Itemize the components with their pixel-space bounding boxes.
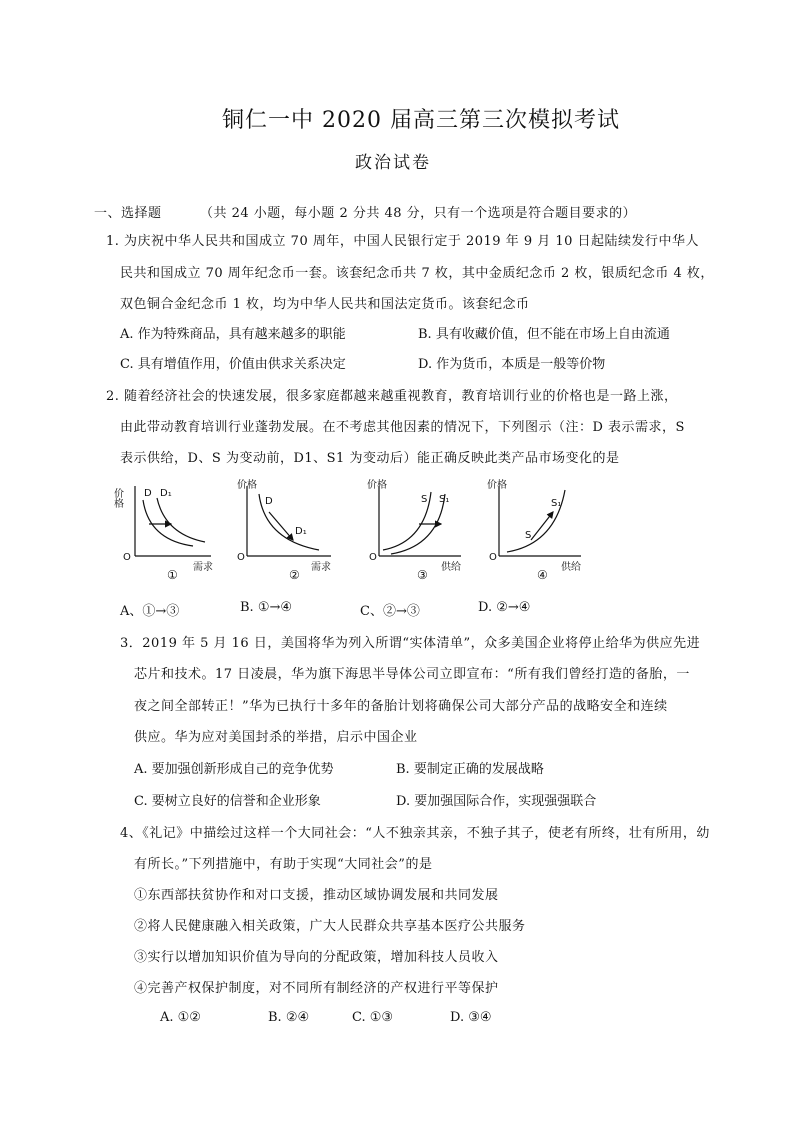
q2-option-b[interactable]: B. ①→④ [240, 600, 293, 615]
q4-item-2: ②将人民健康融入相关政策，广大人民群众共享基本医疗公共服务 [134, 919, 526, 934]
graph-3-x-label: 供给 [441, 562, 461, 573]
q3-option-b[interactable]: B. 要制定正确的发展战略 [396, 762, 544, 777]
q3-line-2: 芯片和技术。17 日凌晨，华为旗下海思半导体公司立即宣布：“所有我们曾经打造的备胎，一 [134, 667, 690, 682]
q2-line-3: 表示供给，D、S 为变动前，D1、S1 为变动后）能正确反映此类产品市场变化的是 [120, 451, 620, 466]
q4-item-1: ①东西部扶贫协作和对口支援，推动区域协调发展和共同发展 [134, 888, 499, 903]
q4-option-c[interactable]: C. ①③ [352, 1010, 394, 1025]
graph-1-curve-d1: D₁ [160, 488, 172, 499]
q4-line-1: 4、《礼记》中描绘过这样一个大同社会：“人不独亲其亲，不独子其子，使老有所终，壮有所用，幼 [120, 826, 710, 841]
graph-2-x-label: 需求 [311, 562, 331, 573]
graph-4-number: ④ [537, 568, 548, 582]
graph-3-curve-s: S [421, 494, 428, 505]
q1-option-b[interactable]: B. 具有收藏价值，但不能在市场上自由流通 [418, 327, 670, 342]
q4-item-4: ④完善产权保护制度，对不同所有制经济的产权进行平等保护 [134, 981, 499, 996]
graph-1-curve-d: D [144, 488, 152, 499]
q2-line-2: 由此带动教育培训行业蓬勃发展。在不考虑其他因素的情况下，下列图示（注：D 表示需求，S [120, 420, 685, 435]
graph-2-origin: O [237, 552, 245, 563]
q1-option-a[interactable]: A. 作为特殊商品，具有越来越多的职能 [120, 327, 346, 342]
page-title: 铜仁一中 2020 届高三第三次模拟考试 [222, 108, 620, 133]
q3-option-c[interactable]: C. 要树立良好的信誉和企业形象 [134, 794, 321, 809]
graph-3-y-label: 价格 [367, 480, 387, 491]
graph-2-curve-d1: D₁ [295, 526, 307, 537]
q3-option-d[interactable]: D. 要加强国际合作，实现强强联合 [396, 794, 597, 809]
q3-line-1: 3．2019 年 5 月 16 日，美国将华为列入所谓“实体清单”，众多美国企业将停止给华为供应先进 [120, 636, 701, 651]
q4-option-d[interactable]: D. ③④ [450, 1010, 492, 1025]
graph-4-curve-s1: S₁ [551, 498, 562, 509]
graph-3 [365, 478, 465, 583]
section-label: 一、选择题 [94, 206, 162, 221]
graph-3-origin: O [369, 552, 377, 563]
graph-1-origin: O [123, 552, 131, 563]
q1-line-1: 1. 为庆祝中华人民共和国成立 70 周年，中国人民银行定于 2019 年 9 月 10 日起陆续发行中华人 [106, 234, 700, 249]
q2-option-c[interactable]: C、②→③ [360, 604, 420, 619]
graph-4-curve-s: S [525, 530, 532, 541]
q3-option-a[interactable]: A. 要加强创新形成自己的竞争优势 [134, 762, 334, 777]
graph-3-number: ③ [417, 568, 428, 582]
q4-line-2: 有所长。”下列措施中，有助于实现“大同社会”的是 [134, 857, 433, 872]
graph-1-number: ① [167, 568, 178, 582]
q4-option-a[interactable]: A. ①② [160, 1010, 201, 1025]
graph-2-y-label: 价格 [237, 480, 257, 491]
q2-option-a[interactable]: A、①→③ [120, 604, 180, 619]
graph-4 [485, 478, 585, 583]
graph-1-y-label: 价格 [111, 488, 123, 508]
q1-option-d[interactable]: D. 作为货币，本质是一般等价物 [418, 357, 606, 372]
graph-4-origin: O [489, 552, 497, 563]
q1-line-3: 双色铜合金纪念币 1 枚，均为中华人民共和国法定货币。该套纪念币 [120, 297, 530, 312]
graph-2 [235, 478, 335, 583]
graph-4-y-label: 价格 [487, 480, 507, 491]
q2-option-d[interactable]: D. ②→④ [478, 600, 531, 615]
q4-option-b[interactable]: B. ②④ [268, 1010, 310, 1025]
graph-1-x-label: 需求 [193, 562, 213, 573]
q2-line-1: 2. 随着经济社会的快速发展，很多家庭都越来越重视教育，教育培训行业的价格也是一路上涨， [106, 389, 678, 404]
graph-4-x-label: 供给 [561, 562, 581, 573]
page-subtitle: 政治试卷 [355, 153, 431, 173]
graph-3-curve-s1: S₁ [439, 494, 450, 505]
graph-2-number: ② [289, 568, 300, 582]
q3-line-3: 夜之间全部转正！”华为已执行十多年的备胎计划将确保公司大部分产品的战略安全和连续 [134, 699, 668, 714]
q4-item-3: ③实行以增加知识价值为导向的分配政策，增加科技人员收入 [134, 950, 499, 965]
q3-line-4: 供应。华为应对美国封杀的举措，启示中国企业 [134, 730, 418, 745]
graph-1 [111, 478, 215, 583]
q1-option-c[interactable]: C. 具有增值作用，价值由供求关系决定 [120, 357, 346, 372]
section-note: （共 24 小题，每小题 2 分共 48 分，只有一个选项是符合题目要求的） [200, 206, 637, 221]
graph-2-curve-d: D [265, 496, 273, 507]
q1-line-2: 民共和国成立 70 周年纪念币一套。该套纪念币共 7 枚，其中金质纪念币 2 枚，银质纪念币 4 枚， [120, 266, 714, 281]
